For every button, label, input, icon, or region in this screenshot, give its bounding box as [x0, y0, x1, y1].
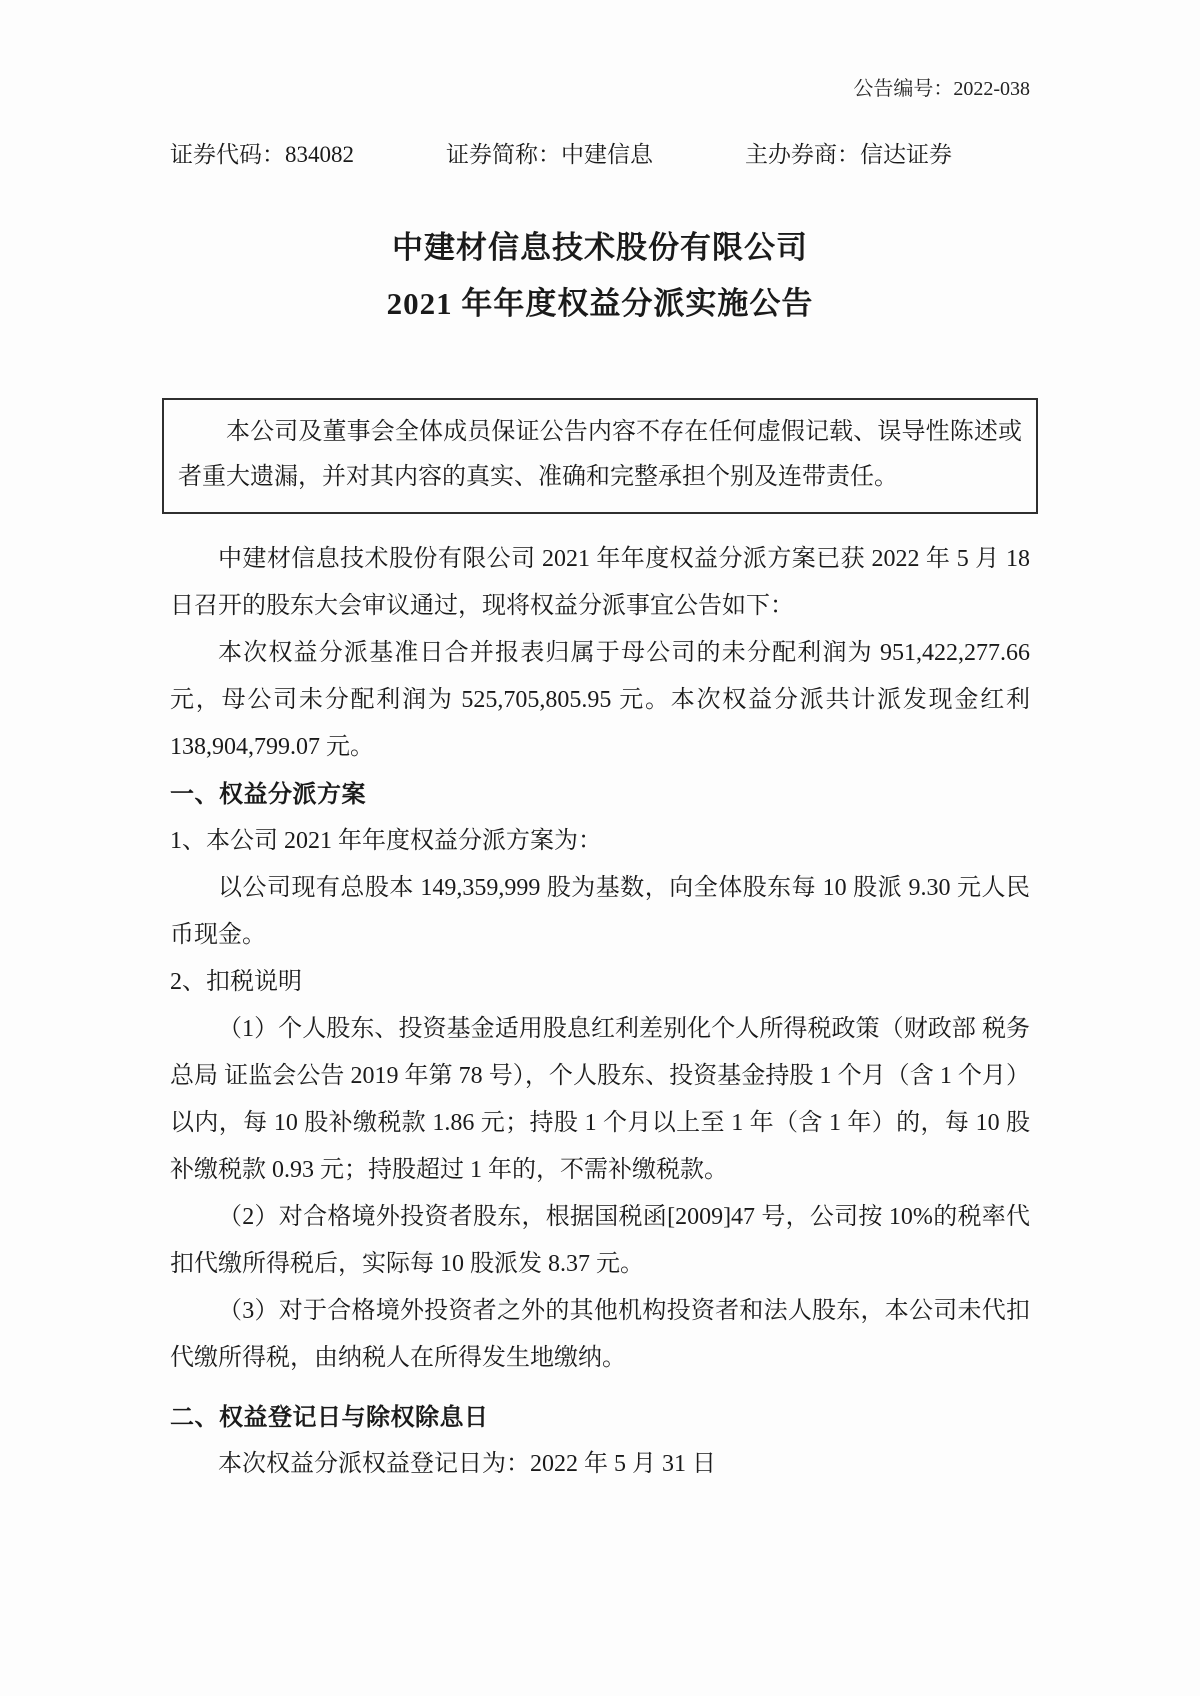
main-text	[170, 536, 1030, 1488]
disclaimer-text: 本公司及董事会全体成员保证公告内容不存在任何虚假记载、误导性陈述或者重大遗漏，并对其内容的真实、准确和完整承担个别及连带责任。	[178, 419, 1022, 490]
securities-header-row	[170, 140, 1030, 170]
stock-short-name: 证券简称：中建信息	[446, 142, 653, 167]
intro-paragraph-2: 本次权益分派基准日合并报表归属于母公司的未分配利润为 951,422,277.66 元，母公司未分配利润为 525,705,805.95 元。本次权益分派共计派发现金红利 138,904,799.07 元。	[170, 640, 1030, 760]
section2-heading: 二、权益登记日与除权除息日	[170, 1404, 489, 1431]
company-title: 中建材信息技术股份有限公司	[392, 230, 808, 265]
section1-heading: 一、权益分派方案	[170, 781, 366, 808]
record-date-line: 本次权益分派权益登记日为：2022 年 5 月 31 日	[218, 1451, 716, 1477]
section1-item1: 1、本公司 2021 年年度权益分派方案为：	[170, 828, 602, 854]
intro-paragraph-1: 中建材信息技术股份有限公司 2021 年年度权益分派方案已获 2022 年 5 月 18 日召开的股东大会审议通过，现将权益分派事宜公告如下：	[170, 546, 1030, 619]
tax-note-2: （2）对合格境外投资者股东，根据国税函[2009]47 号，公司按 10%的税率代扣代缴所得税后，实际每 10 股派发 8.37 元。	[170, 1204, 1030, 1277]
announcement-subject-title: 2021 年年度权益分派实施公告	[386, 286, 814, 321]
tax-note-3: （3）对于合格境外投资者之外的其他机构投资者和法人股东，本公司未代扣代缴所得税，由纳税人在所得发生地缴纳。	[170, 1298, 1030, 1371]
section1-item2: 2、扣税说明	[170, 969, 302, 995]
tax-note-1: （1）个人股东、投资基金适用股息红利差别化个人所得税政策（财政部 税务总局 证监会公告 2019 年第 78 号），个人股东、投资基金持股 1 个月（含 1 个月）以内，每 10 股补缴税款 1.86 元；持股 1 个月以上至 1 年（含 1 年）的，每 10 股补缴税款 0.93 元；持股超过 1 年的，不需补缴税款。	[170, 1016, 1030, 1183]
disclaimer-box	[162, 398, 1038, 514]
stock-code: 证券代码：834082	[170, 142, 354, 167]
announcement-number: 公告编号：2022-038	[853, 78, 1030, 100]
sponsor-broker: 主办券商：信达证券	[745, 142, 952, 167]
section1-item1-detail: 以公司现有总股本 149,359,999 股为基数，向全体股东每 10 股派 9.30 元人民币现金。	[170, 875, 1030, 948]
